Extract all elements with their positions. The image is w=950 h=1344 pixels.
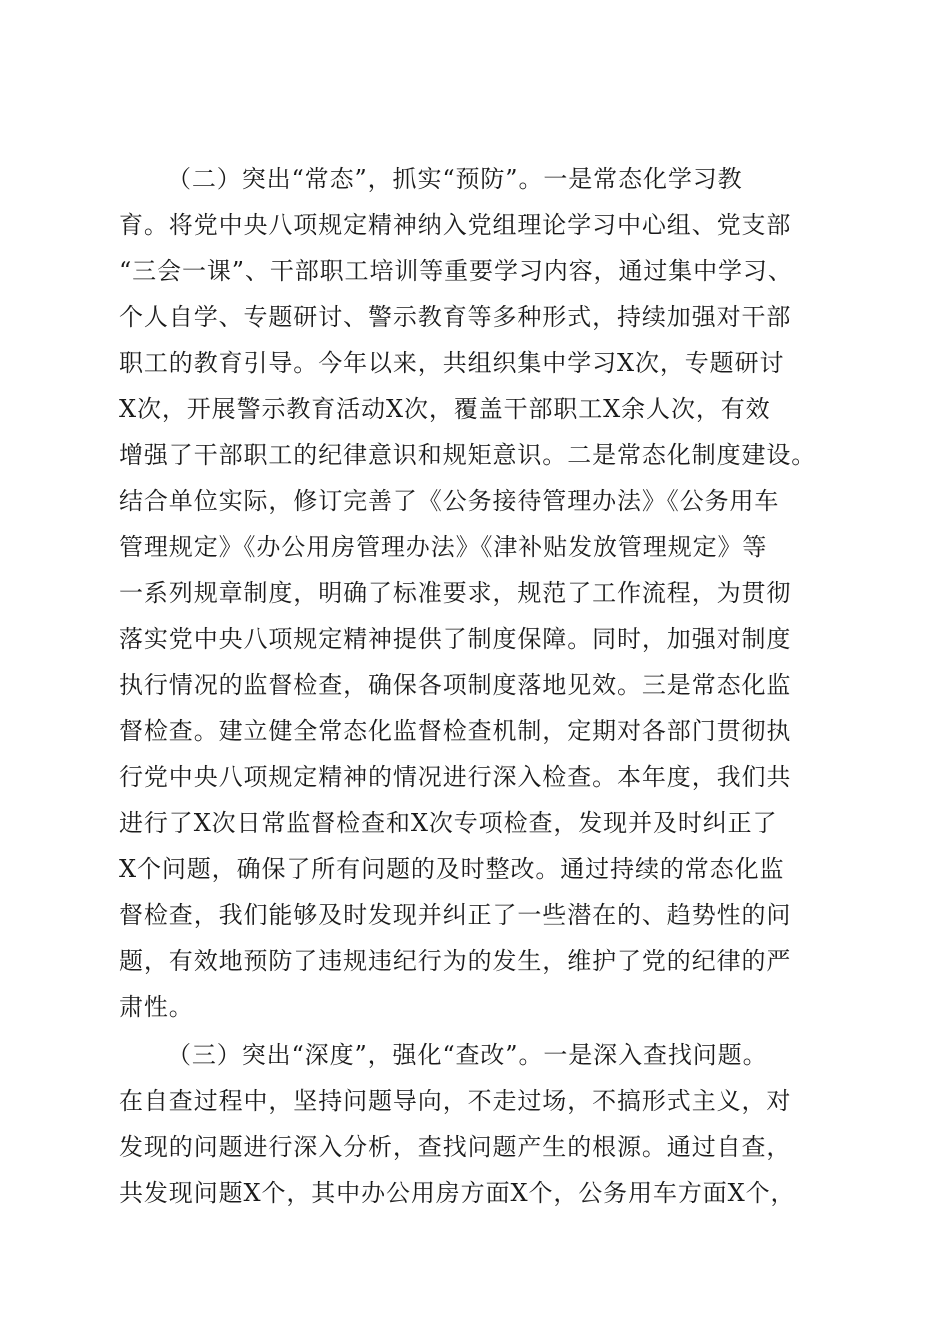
paragraph-3-line-1: （三）突出“深度”，强化“查改”。一是深入查找问题。 — [167, 1041, 768, 1069]
paragraph-2-line-18: 题，有效地预防了违规违纪行为的发生，维护了党的纪律的严 — [119, 947, 792, 975]
paragraph-2-line-10: 一系列规章制度，明确了标准要求，规范了工作流程，为贯彻 — [119, 579, 792, 607]
paragraph-2-line-1: （二）突出“常态”，抓实“预防”。一是常态化学习教 — [167, 165, 743, 193]
paragraph-3-line-4: 共发现问题X个，其中办公用房方面X个，公务用车方面X个， — [119, 1179, 796, 1207]
paragraph-2-line-14: 行党中央八项规定精神的情况进行深入检查。本年度，我们共 — [119, 763, 792, 791]
paragraph-3-line-3: 发现的问题进行深入分析，查找问题产生的根源。通过自查， — [119, 1133, 792, 1161]
paragraph-2-line-13: 督检查。建立健全常态化监督检查机制，定期对各部门贯彻执 — [119, 717, 792, 745]
paragraph-2-line-7: 增强了干部职工的纪律意识和规矩意识。二是常态化制度建设。 — [119, 441, 817, 469]
paragraph-2-line-19: 肃性。 — [119, 993, 194, 1021]
paragraph-2-line-2: 育。将党中央八项规定精神纳入党组理论学习中心组、党支部 — [119, 211, 792, 239]
paragraph-2-line-4: 个人自学、专题研讨、警示教育等多种形式，持续加强对干部 — [119, 303, 792, 331]
paragraph-2-line-11: 落实党中央八项规定精神提供了制度保障。同时，加强对制度 — [119, 625, 792, 653]
paragraph-3-line-2: 在自查过程中，坚持问题导向，不走过场，不搞形式主义，对 — [119, 1087, 792, 1115]
paragraph-2-line-6: X次，开展警示教育活动X次，覆盖干部职工X余人次，有效 — [119, 395, 771, 423]
paragraph-2-line-8: 结合单位实际，修订完善了《公务接待管理办法》《公务用车 — [119, 487, 780, 515]
paragraph-2-line-9: 管理规定》《办公用房管理办法》《津补贴发放管理规定》等 — [119, 533, 768, 561]
paragraph-2-line-17: 督检查，我们能够及时发现并纠正了一些潜在的、趋势性的问 — [119, 901, 792, 929]
paragraph-2-line-3: “三会一课”、干部职工培训等重要学习内容，通过集中学习、 — [119, 257, 793, 285]
paragraph-2-line-5: 职工的教育引导。今年以来，共组织集中学习X次，专题研讨 — [119, 349, 785, 377]
paragraph-2-line-12: 执行情况的监督检查，确保各项制度落地见效。三是常态化监 — [119, 671, 792, 699]
paragraph-2-line-16: X个问题，确保了所有问题的及时整改。通过持续的常态化监 — [119, 855, 785, 883]
paragraph-2-line-15: 进行了X次日常监督检查和X次专项检查，发现并及时纠正了 — [119, 809, 778, 837]
